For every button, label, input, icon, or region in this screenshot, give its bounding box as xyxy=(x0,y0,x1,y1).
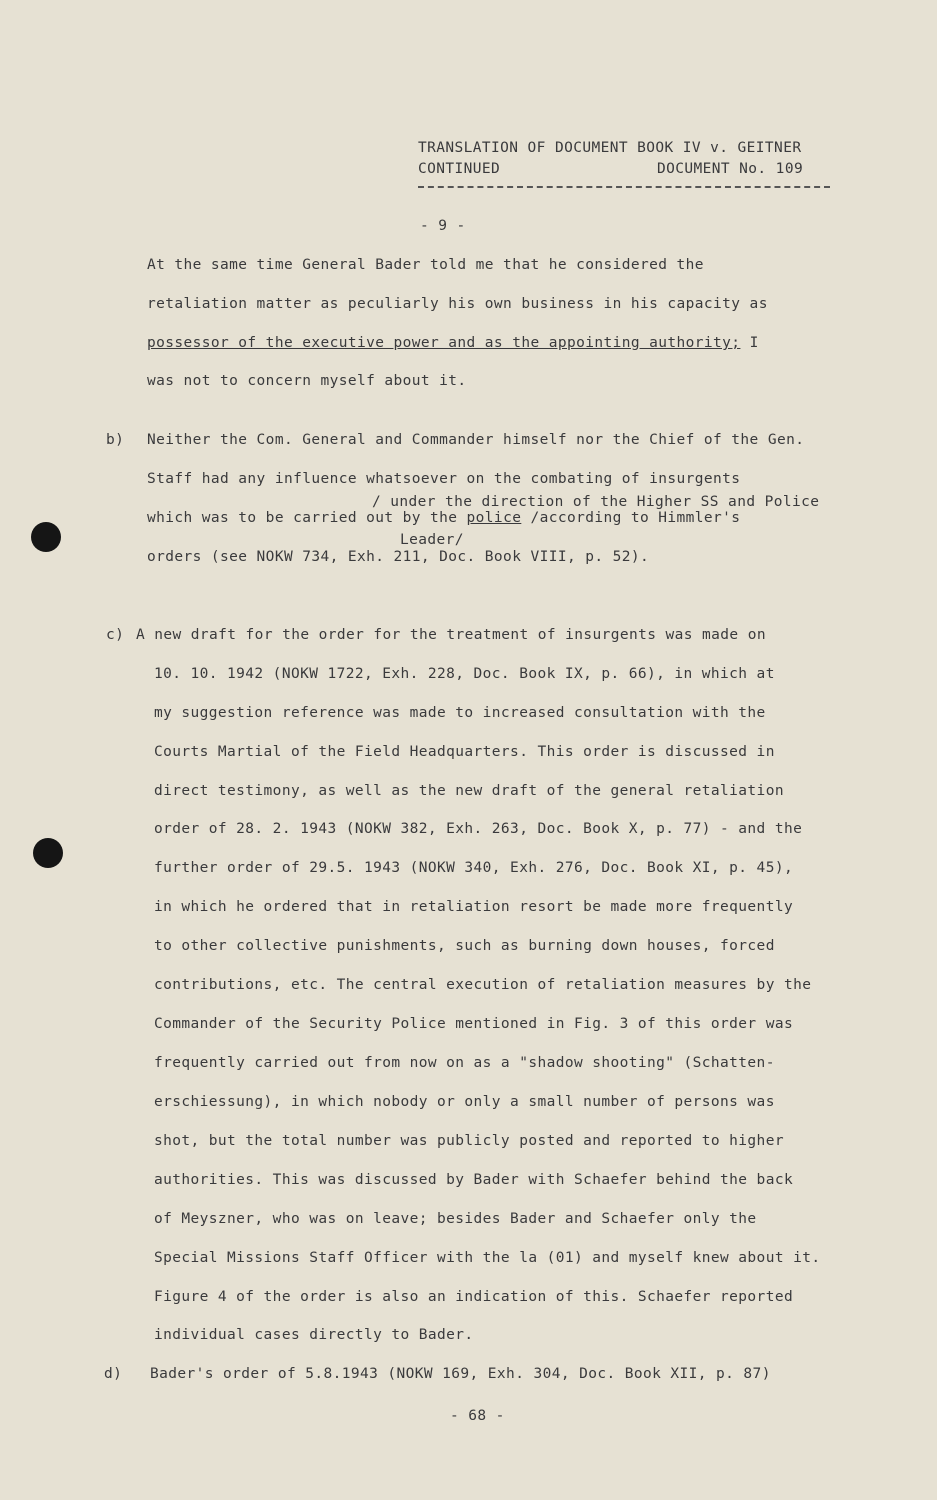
para-c-line: further order of 29.5. 1943 (NOKW 340, Exh. 276, Doc. Book XI, p. 45), xyxy=(154,860,794,876)
para-c-line: order of 28. 2. 1943 (NOKW 382, Exh. 263, Doc. Book X, p. 77) - and the xyxy=(154,821,803,837)
para-c-line: individual cases directly to Bader. xyxy=(154,1327,474,1343)
para-b-insertion-above: / under the direction of the Higher SS and Police xyxy=(372,494,820,510)
para-b-underlined-police: police xyxy=(466,510,522,526)
page-number-top: - 9 - xyxy=(420,218,466,234)
para-b-line-1: Neither the Com. General and Commander himself nor the Chief of the Gen. xyxy=(147,432,805,448)
para-c-line: Special Missions Staff Officer with the la (01) and myself knew about it. xyxy=(154,1250,821,1266)
para-c-line: of Meyszner, who was on leave; besides Bader and Schaefer only the xyxy=(154,1211,757,1227)
para-c-line: 10. 10. 1942 (NOKW 1722, Exh. 228, Doc. Book IX, p. 66), in which at xyxy=(154,666,775,682)
intro-line-3-rest: I xyxy=(740,335,759,351)
page-number-bottom: - 68 - xyxy=(450,1408,505,1424)
punch-hole-top xyxy=(31,522,61,552)
header-divider xyxy=(418,186,830,188)
para-c-line: contributions, etc. The central execution of retaliation measures by the xyxy=(154,977,812,993)
para-b-line-4: orders (see NOKW 734, Exh. 211, Doc. Book VIII, p. 52). xyxy=(147,549,650,565)
header-document-number: DOCUMENT No. 109 xyxy=(657,161,804,177)
intro-line-4: was not to concern myself about it. xyxy=(147,373,467,389)
intro-line-3 xyxy=(147,335,759,351)
para-b-line-3-end: /according to Himmler's xyxy=(521,510,741,526)
intro-line-2: retaliation matter as peculiarly his own business in his capacity as xyxy=(147,296,768,312)
header-continued: CONTINUED xyxy=(418,161,501,177)
para-b-line-3 xyxy=(147,510,740,526)
intro-underlined-text: possessor of the executive power and as the appointing authority; xyxy=(147,335,741,351)
para-d-label: d) xyxy=(104,1366,123,1382)
para-c-line-0: A new draft for the order for the treatment of insurgents was made on xyxy=(136,627,766,643)
para-b-insertion-below: Leader/ xyxy=(400,532,464,548)
header-title: TRANSLATION OF DOCUMENT BOOK IV v. GEITNER xyxy=(418,140,802,156)
intro-line-1: At the same time General Bader told me that he considered the xyxy=(147,257,704,273)
para-c-label: c) xyxy=(106,627,125,643)
para-c-line: to other collective punishments, such as burning down houses, forced xyxy=(154,938,775,954)
para-b-line-2: Staff had any influence whatsoever on the combating of insurgents xyxy=(147,471,741,487)
para-c-line: my suggestion reference was made to increased consultation with the xyxy=(154,705,766,721)
para-c-line: shot, but the total number was publicly posted and reported to higher xyxy=(154,1133,784,1149)
para-b-line-3-start: which was to be carried out by the xyxy=(147,510,467,526)
para-c-line: frequently carried out from now on as a "shadow shooting" (Schatten- xyxy=(154,1055,775,1071)
punch-hole-bottom xyxy=(33,838,63,868)
para-c-line: in which he ordered that in retaliation resort be made more frequently xyxy=(154,899,794,915)
para-d-line-1: Bader's order of 5.8.1943 (NOKW 169, Exh. 304, Doc. Book XII, p. 87) xyxy=(150,1366,771,1382)
para-c-line: authorities. This was discussed by Bader with Schaefer behind the back xyxy=(154,1172,794,1188)
para-c-line: Figure 4 of the order is also an indication of this. Schaefer reported xyxy=(154,1289,794,1305)
para-c-line: Courts Martial of the Field Headquarters. This order is discussed in xyxy=(154,744,775,760)
para-c-line: Commander of the Security Police mentioned in Fig. 3 of this order was xyxy=(154,1016,794,1032)
para-c-line: direct testimony, as well as the new draft of the general retaliation xyxy=(154,783,784,799)
para-c-line: erschiessung), in which nobody or only a small number of persons was xyxy=(154,1094,775,1110)
para-b-label: b) xyxy=(106,432,125,448)
